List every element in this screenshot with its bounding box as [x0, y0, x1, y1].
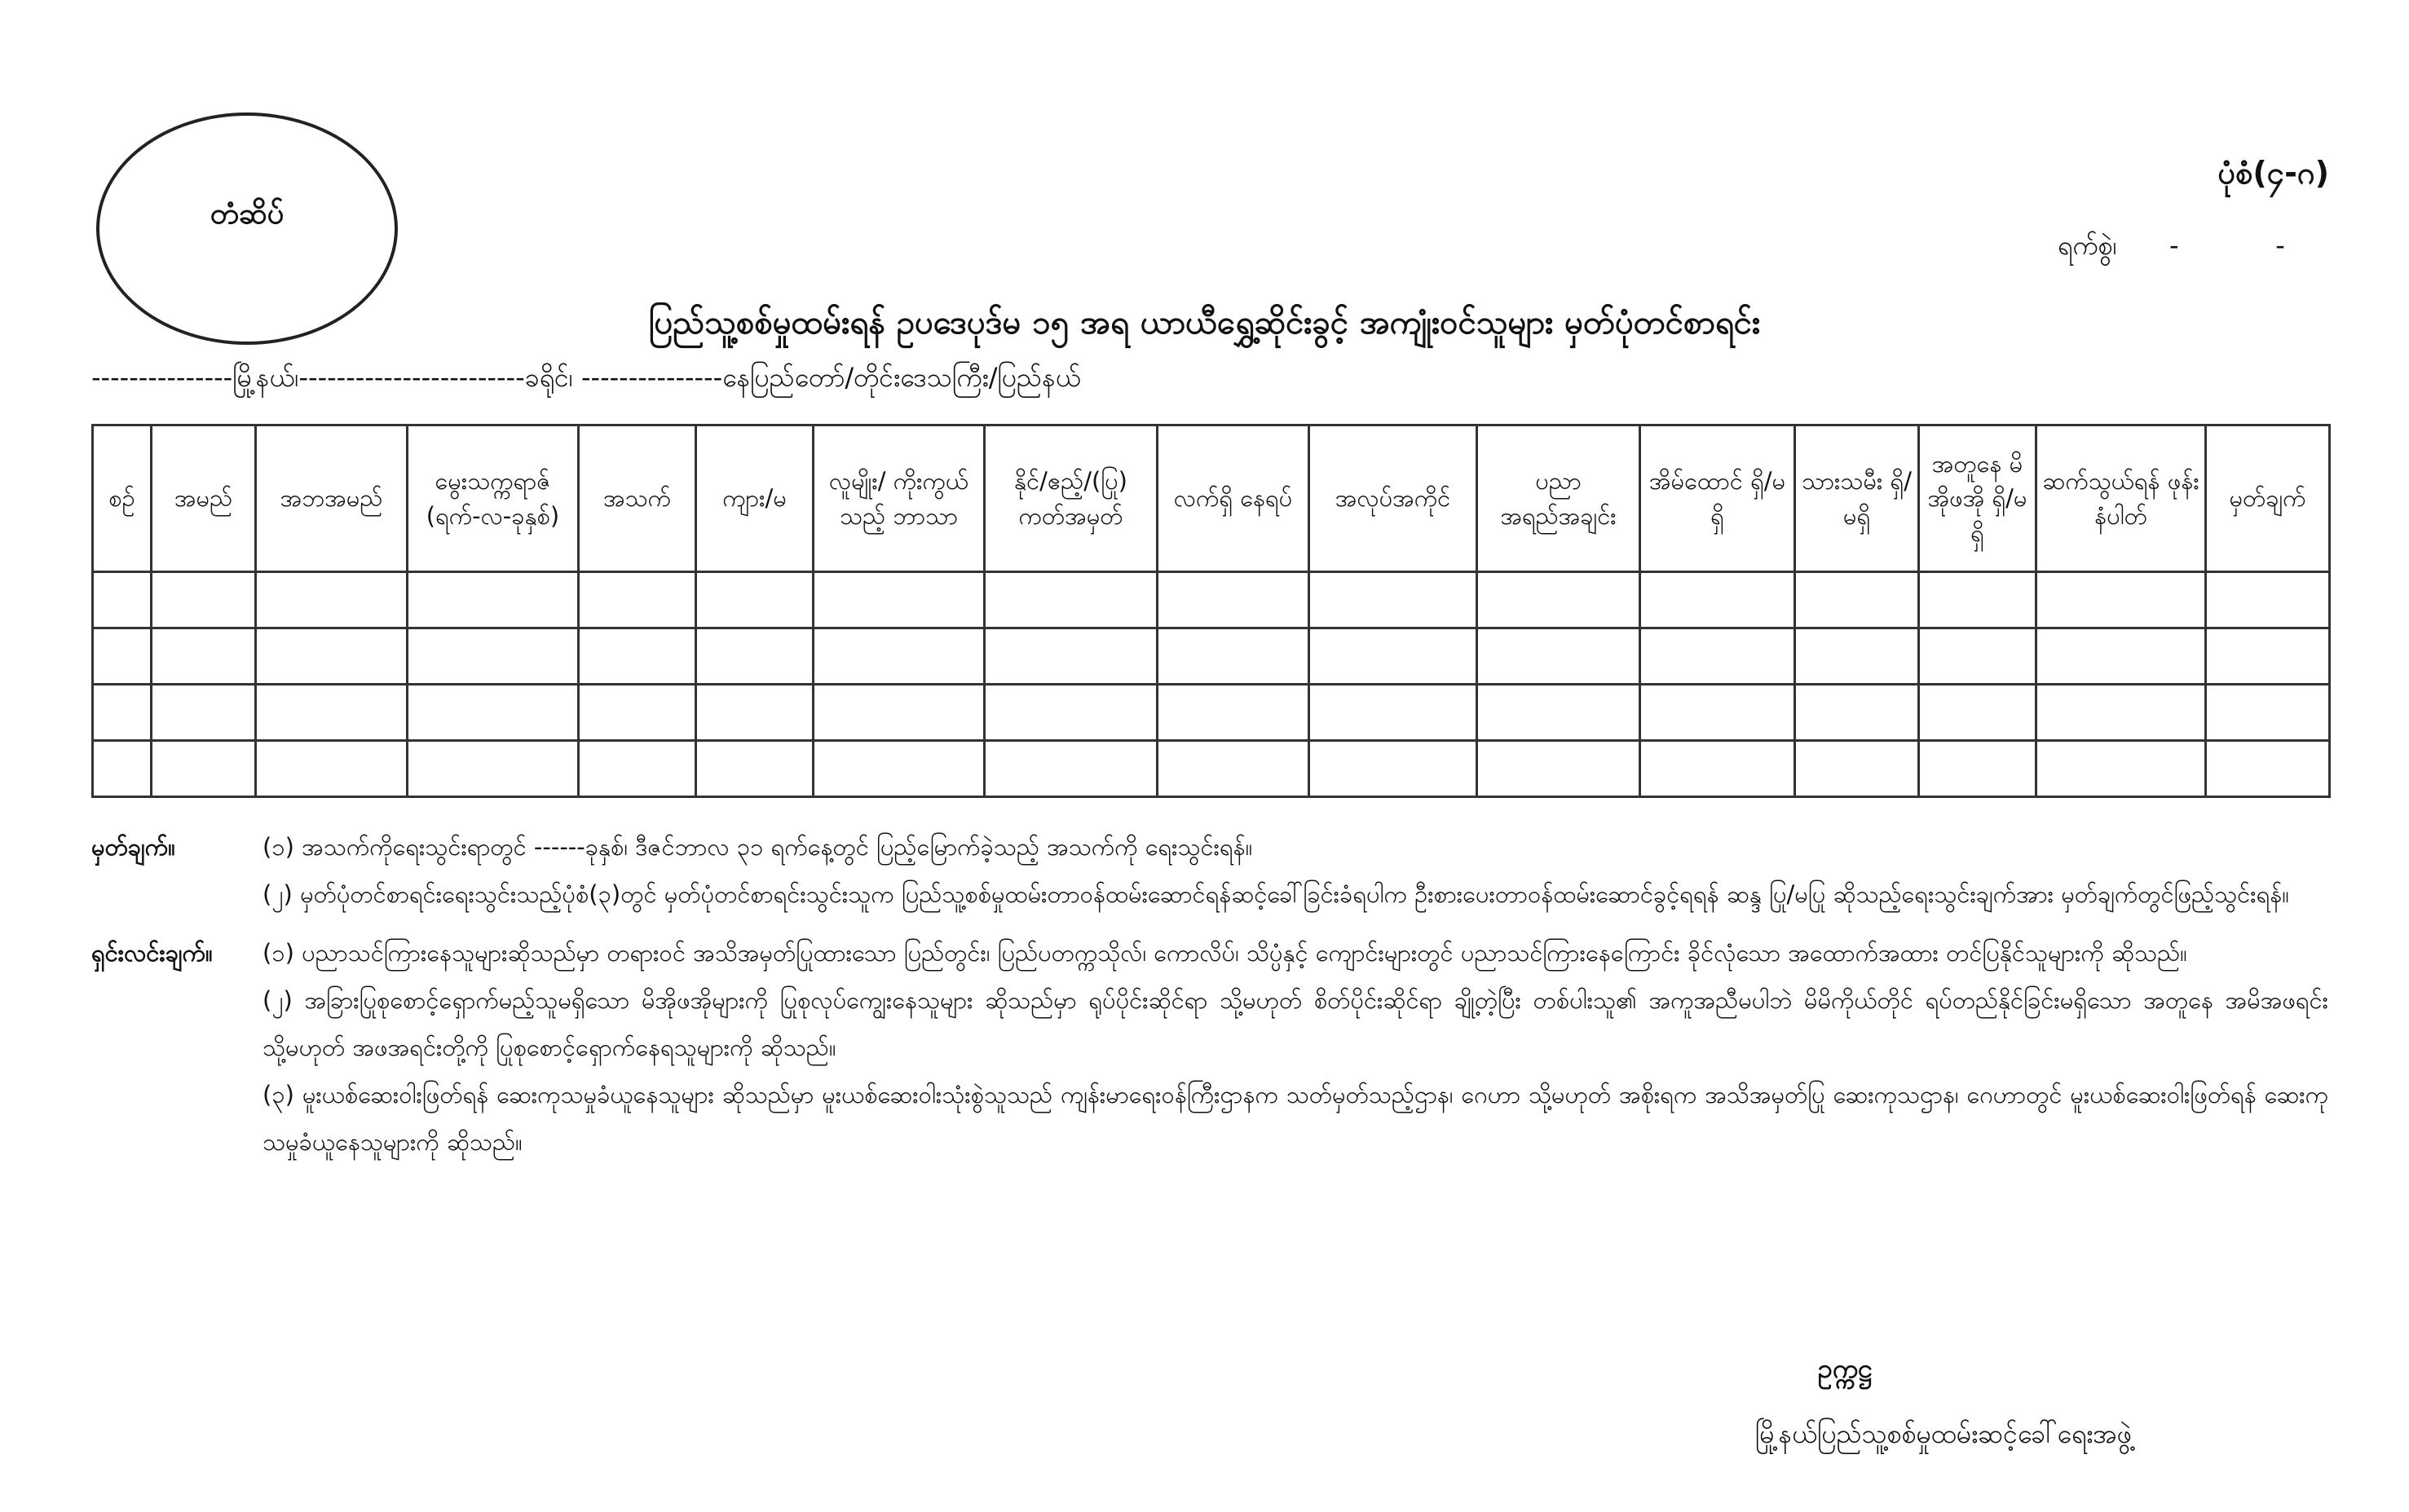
notes-section [91, 823, 2328, 1177]
date-placeholder: - [2275, 230, 2285, 261]
table-cell [1158, 741, 1309, 797]
remark-item: (၂) မှတ်ပုံတင်စာရင်းရေးသွင်းသည့်ပုံစံ(၃)တွင် မှတ်ပုံတင်စာရင်းသွင်းသူက ပြည်သူ့စစ်မှုထမ်းတာဝန်ထမ်းဆောင်ရန်ဆင့်ခေါ်ခြင်းခံရပါက ဦးစားပေးတာဝန်ထမ်းဆောင်ခွင့်ရရန် ဆန္ဒ ပြု/မပြု ဆိုသည့်ရေးသွင်းချက်အား မှတ်ချက်တွင်ဖြည့်သွင်းရန်။ [263, 880, 2290, 908]
table-cell [1640, 685, 1795, 741]
table-cell [2206, 628, 2330, 685]
table-cell [1919, 572, 2036, 628]
table-cell [152, 628, 256, 685]
table-cell [696, 628, 814, 685]
remarks-block [91, 823, 2328, 918]
table-cell [408, 741, 579, 797]
table-cell [2206, 741, 2330, 797]
table-cell [1640, 572, 1795, 628]
table-cell [579, 628, 696, 685]
table-cell [1158, 572, 1309, 628]
signature-committee: မြို့နယ်ပြည်သူ့စစ်မှုထမ်းဆင့်ခေါ်ရေးအဖွဲ့ [1754, 1418, 2132, 1449]
column-header: စဉ် [93, 425, 152, 572]
table-cell [256, 628, 408, 685]
table-cell [2036, 741, 2206, 797]
location-line: ---------------မြို့နယ်၊------------------------ခရိုင်၊ ---------------နေပြည်တော်/တိုင်းဒေသကြီး/ပြည်နယ် [91, 362, 1081, 393]
explanations-block [91, 929, 2328, 1166]
table-cell [256, 741, 408, 797]
table-cell [1795, 628, 1919, 685]
table-cell [1795, 741, 1919, 797]
table-cell [2036, 685, 2206, 741]
column-header: အတူနေ မိအိုဖအို ရှိ/မရှိ [1919, 425, 2036, 572]
table-cell [1309, 572, 1477, 628]
date-placeholder: - [2169, 230, 2179, 261]
table-cell [1919, 685, 2036, 741]
table-cell [985, 741, 1158, 797]
table-row [93, 628, 2330, 685]
table-cell [256, 685, 408, 741]
table-cell [1158, 628, 1309, 685]
table-cell [985, 628, 1158, 685]
column-header: အလုပ်အကိုင် [1309, 425, 1477, 572]
stamp-label: တံဆိပ် [210, 197, 285, 231]
table-row [93, 685, 2330, 741]
table-cell [1477, 628, 1640, 685]
explanation-item: (၃) မူးယစ်ဆေးဝါးဖြတ်ရန် ဆေးကုသမှုခံယူနေသူများ ဆိုသည်မှာ မူးယစ်ဆေးဝါးသုံးစွဲသူသည် ကျန်းမာရေးဝန်ကြီးဌာနက သတ်မှတ်သည့်ဌာန၊ ဂေဟာ သို့မဟုတ် အစိုးရက အသိအမှတ်ပြု ဆေးကုသဌာန၊ ဂေဟာတွင် မူးယစ်ဆေးဝါးဖြတ်ရန် ဆေးကုသမှုခံယူနေသူများကို ဆိုသည်။ [263, 1081, 2328, 1156]
table-row [93, 572, 2330, 628]
signature-title: ဥက္ကဋ္ဌ [1818, 1353, 1873, 1384]
table-cell [1158, 685, 1309, 741]
table-cell [579, 685, 696, 741]
column-header: အသက် [579, 425, 696, 572]
table-cell [2206, 572, 2330, 628]
column-header: ဆက်သွယ်ရန် ဖုန်းနံပါတ် [2036, 425, 2206, 572]
table-cell [579, 741, 696, 797]
column-header: သားသမီး ရှိ/မရှိ [1795, 425, 1919, 572]
table-cell [814, 741, 985, 797]
table-cell [814, 685, 985, 741]
table-cell [696, 741, 814, 797]
column-header: အမည် [152, 425, 256, 572]
table-cell [2036, 572, 2206, 628]
table-cell [1309, 741, 1477, 797]
column-header: အဘအမည် [256, 425, 408, 572]
table-cell [1640, 741, 1795, 797]
table-cell [1477, 685, 1640, 741]
form-number: ပုံစံ(၄-ဂ) [2217, 155, 2329, 191]
column-header: ပညာ အရည်အချင်း [1477, 425, 1640, 572]
table-cell [408, 572, 579, 628]
column-header: နိုင်/ဧည့်/(ပြု) ကတ်အမှတ် [985, 425, 1158, 572]
table-cell [985, 685, 1158, 741]
explanation-item: (၁) ပညာသင်ကြားနေသူများဆိုသည်မှာ တရားဝင် အသိအမှတ်ပြုထားသော ပြည်တွင်း၊ ပြည်ပတက္ကသိုလ်၊ ကောလိပ်၊ သိပ္ပံနှင့် ကျောင်းများတွင် ပညာသင်ကြားနေကြောင်း ခိုင်လုံသော အထောက်အထား တင်ပြနိုင်သူများကို ဆိုသည်။ [263, 939, 2187, 967]
table-cell [814, 628, 985, 685]
column-header: မှတ်ချက် [2206, 425, 2330, 572]
column-header: ကျား/မ [696, 425, 814, 572]
column-header: လက်ရှိ နေရပ် [1158, 425, 1309, 572]
table-cell [2036, 628, 2206, 685]
table-cell [408, 628, 579, 685]
table-cell [93, 685, 152, 741]
table-cell [696, 572, 814, 628]
column-header: အိမ်ထောင် ရှိ/မရှိ [1640, 425, 1795, 572]
table-cell [152, 741, 256, 797]
table-cell [1309, 628, 1477, 685]
table-cell [1640, 628, 1795, 685]
table-cell [152, 572, 256, 628]
table-cell [579, 572, 696, 628]
table-cell [1795, 572, 1919, 628]
date-row [2058, 228, 2329, 267]
table-cell [1477, 741, 1640, 797]
table-cell [985, 572, 1158, 628]
table-header-row [93, 425, 2330, 572]
date-label: ရက်စွဲ၊ [2057, 230, 2117, 261]
table-cell [256, 572, 408, 628]
table-cell [1919, 741, 2036, 797]
table-cell [152, 685, 256, 741]
remark-item: (၁) အသက်ကိုရေးသွင်းရာတွင် ------ခုနှစ်၊ ဒီဇင်ဘာလ ၃၁ ရက်နေ့တွင် ပြည့်မြောက်ခဲ့သည့် အသက်ကို ရေးသွင်းရန်။ [263, 833, 1253, 861]
column-header: လူမျိုး/ ကိုးကွယ်သည့် ဘာသာ [814, 425, 985, 572]
table-cell [93, 741, 152, 797]
table-cell [1477, 572, 1640, 628]
register-table [91, 424, 2331, 798]
table-cell [2206, 685, 2330, 741]
table-cell [1309, 685, 1477, 741]
table-cell [696, 685, 814, 741]
explanation-item: (၂) အခြားပြုစုစောင့်ရှောက်မည့်သူမရှိသော မိအိုဖအိုများကို ပြုစုလုပ်ကျွေးနေသူများ ဆိုသည်မှာ ရုပ်ပိုင်းဆိုင်ရာ သို့မဟုတ် စိတ်ပိုင်းဆိုင်ရာ ချို့တဲ့ပြီး တစ်ပါးသူ၏ အကူအညီမပါဘဲ မိမိကိုယ်တိုင် ရပ်တည်နိုင်ခြင်းမရှိသော အတူနေ အမိအဖရင်း သို့မဟုတ် အဖအရင်းတို့ကို ပြုစုစောင့်ရှောက်နေရသူများကို ဆိုသည်။ [263, 986, 2328, 1061]
table-cell [1795, 685, 1919, 741]
table-cell [1919, 628, 2036, 685]
document-title: ပြည်သူ့စစ်မှုထမ်းရန် ဥပဒေပုဒ်မ ၁၅ အရ ယာယီရွှေ့ဆိုင်းခွင့် အကျုံးဝင်သူများ မှတ်ပုံတင်စာရင်း [648, 304, 1761, 342]
table-row [93, 741, 2330, 797]
column-header: မွေးသက္ကရာဇ် (ရက်-လ-ခုနှစ်) [408, 425, 579, 572]
table-cell [93, 572, 152, 628]
explanations-heading: ရှင်းလင်းချက်။ [91, 939, 213, 967]
table-cell [408, 685, 579, 741]
remarks-heading: မှတ်ချက်။ [91, 833, 175, 861]
table-cell [93, 628, 152, 685]
table-cell [814, 572, 985, 628]
